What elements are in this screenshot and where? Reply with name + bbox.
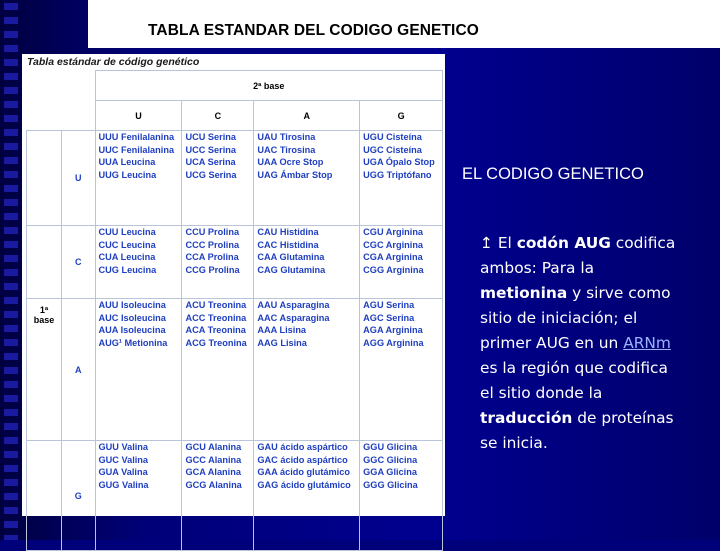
codon-cell	[360, 131, 443, 226]
row-base-letter: G	[74, 490, 82, 501]
codon-entry: ACG Treonina	[185, 338, 247, 349]
codon-entry: UGG Triptófano	[363, 170, 432, 181]
first-base-cell	[27, 299, 96, 441]
arnm-link[interactable]: ARNm	[623, 334, 671, 352]
text-run: es la región que codifica el sitio donde la	[480, 359, 668, 402]
codon-entry: ACU Treonina	[185, 300, 247, 310]
codon-entry: CCC Prolina	[185, 239, 240, 250]
codon-entry: UGC Cisteína	[363, 144, 422, 155]
codon-entry: CCU Prolina	[185, 227, 240, 237]
text-run: de proteínas se inicia.	[480, 409, 674, 452]
text-run-bold: traducción	[480, 409, 573, 427]
codon-entry: AUU Isoleucina	[98, 300, 166, 310]
codon-cell	[254, 131, 360, 226]
codon-entry: AAU Asparagina	[257, 300, 330, 310]
codon-entry: GUC Valina	[98, 454, 149, 465]
codon-cell	[360, 441, 443, 551]
codon-entry: GCC Alanina	[185, 454, 242, 465]
codon-entry: CUC Leucina	[98, 239, 156, 250]
codon-entry: CGC Arginina	[363, 239, 424, 250]
text-run: El	[497, 234, 517, 252]
codon-entry: CGG Arginina	[363, 265, 424, 276]
first-base-cell	[27, 441, 96, 551]
codon-entry: UAU Tirosina	[257, 132, 316, 142]
codon-entry: AUC Isoleucina	[98, 312, 166, 323]
column-header: G	[360, 101, 443, 131]
codon-entry: UCA Serina	[185, 157, 236, 168]
codon-entry: AAA Lisina	[257, 325, 307, 336]
page-title: TABLA ESTANDAR DEL CODIGO GENETICO	[148, 22, 479, 39]
codon-entry: GGA Glicina	[363, 467, 417, 478]
codon-entry: UCC Serina	[185, 144, 237, 155]
codon-cell	[95, 299, 182, 441]
codon-entry: GUA Valina	[98, 467, 148, 478]
codon-cell	[360, 226, 443, 299]
column-header: A	[254, 101, 360, 131]
codon-entry: ACA Treonina	[185, 325, 246, 336]
codon-cell	[182, 441, 254, 551]
bullet-arrow-icon: ↥	[480, 234, 493, 252]
codon-entry: AUG¹ Metionina	[98, 338, 168, 349]
codon-entry: GCA Alanina	[185, 467, 241, 478]
codon-cell	[95, 226, 182, 299]
decorative-squares	[4, 0, 18, 540]
codon-entry: UUC Fenilalanina	[98, 144, 175, 155]
codon-entry: CAU Histidina	[257, 227, 319, 237]
codon-entry: AAG Lisina	[257, 338, 307, 349]
codon-entry: UCG Serina	[185, 170, 237, 181]
codon-entry: CAG Glutamina	[257, 265, 326, 276]
codon-cell	[254, 299, 360, 441]
codon-cell	[254, 226, 360, 299]
codon-cell	[360, 299, 443, 441]
codon-entry: AGU Serina	[363, 300, 415, 310]
codon-entry: GGC Glicina	[363, 454, 418, 465]
codon-entry: UUU Fenilalanina	[98, 132, 175, 142]
codon-cell	[95, 131, 182, 226]
side-paragraph	[480, 231, 685, 456]
codon-entry: UAA Ocre Stop	[257, 157, 324, 168]
codon-entry: AUA Isoleucina	[98, 325, 166, 336]
codon-entry: CGU Arginina	[363, 227, 424, 237]
codon-entry: CCA Prolina	[185, 252, 239, 263]
first-base-cell	[27, 131, 96, 226]
codon-cell	[182, 299, 254, 441]
codon-entry: GGG Glicina	[363, 480, 418, 491]
codon-entry: GCU Alanina	[185, 442, 242, 452]
codon-entry: CCG Prolina	[185, 265, 240, 276]
codon-entry: UGU Cisteína	[363, 132, 422, 142]
codon-entry: AAC Asparagina	[257, 312, 330, 323]
codon-entry: GAA ácido glutámico	[257, 467, 350, 478]
codon-entry: UAC Tirosina	[257, 144, 316, 155]
text-run: codifica ambos: Para la	[480, 234, 676, 277]
codon-entry: UUG Leucina	[98, 170, 157, 181]
codon-entry: GAU ácido aspártico	[257, 442, 348, 452]
table-caption: Tabla estándar de código genético	[27, 56, 200, 68]
codon-entry: CUA Leucina	[98, 252, 156, 263]
text-run-bold: metionina	[480, 284, 568, 302]
codon-cell	[182, 226, 254, 299]
codon-entry: UCU Serina	[185, 132, 237, 142]
codon-cell	[95, 441, 182, 551]
text-run-bold: codón AUG	[516, 234, 611, 252]
codon-entry: GGU Glicina	[363, 442, 418, 452]
codon-entry: UAG Ámbar Stop	[257, 170, 333, 181]
codon-entry: GAC ácido aspártico	[257, 454, 348, 465]
column-header: U	[95, 101, 182, 131]
codon-entry: UGA Ópalo Stop	[363, 157, 435, 168]
codon-entry: ACC Treonina	[185, 312, 247, 323]
codon-entry: AGC Serina	[363, 312, 415, 323]
codon-entry: CAA Glutamina	[257, 252, 325, 263]
side-heading: EL CODIGO GENETICO	[462, 165, 644, 183]
column-header: C	[182, 101, 254, 131]
text-run: y sirve como sitio de iniciación; el primer AUG en un	[480, 284, 671, 352]
codon-entry: AGA Arginina	[363, 325, 423, 336]
first-base-cell	[27, 226, 96, 299]
second-base-header: 2ª base	[95, 71, 443, 101]
row-base-letter: A	[75, 364, 82, 375]
codon-entry: CUG Leucina	[98, 265, 157, 276]
codon-entry: GUG Valina	[98, 480, 149, 491]
codon-entry: GAG ácido glutámico	[257, 480, 351, 491]
row-base-letter: C	[75, 257, 82, 267]
codon-entry: GCG Alanina	[185, 480, 242, 491]
codon-entry: GUU Valina	[98, 442, 149, 452]
codon-entry: CUU Leucina	[98, 227, 156, 237]
genetic-code-table	[26, 70, 443, 551]
codon-entry: CAC Histidina	[257, 239, 319, 250]
row-base-letter: U	[75, 173, 82, 183]
first-base-label: 1ª base	[33, 304, 55, 325]
codon-cell	[182, 131, 254, 226]
codon-entry: AGG Arginina	[363, 338, 424, 349]
codon-entry: CGA Arginina	[363, 252, 423, 263]
codon-cell	[254, 441, 360, 551]
codon-entry: UUA Leucina	[98, 157, 156, 168]
